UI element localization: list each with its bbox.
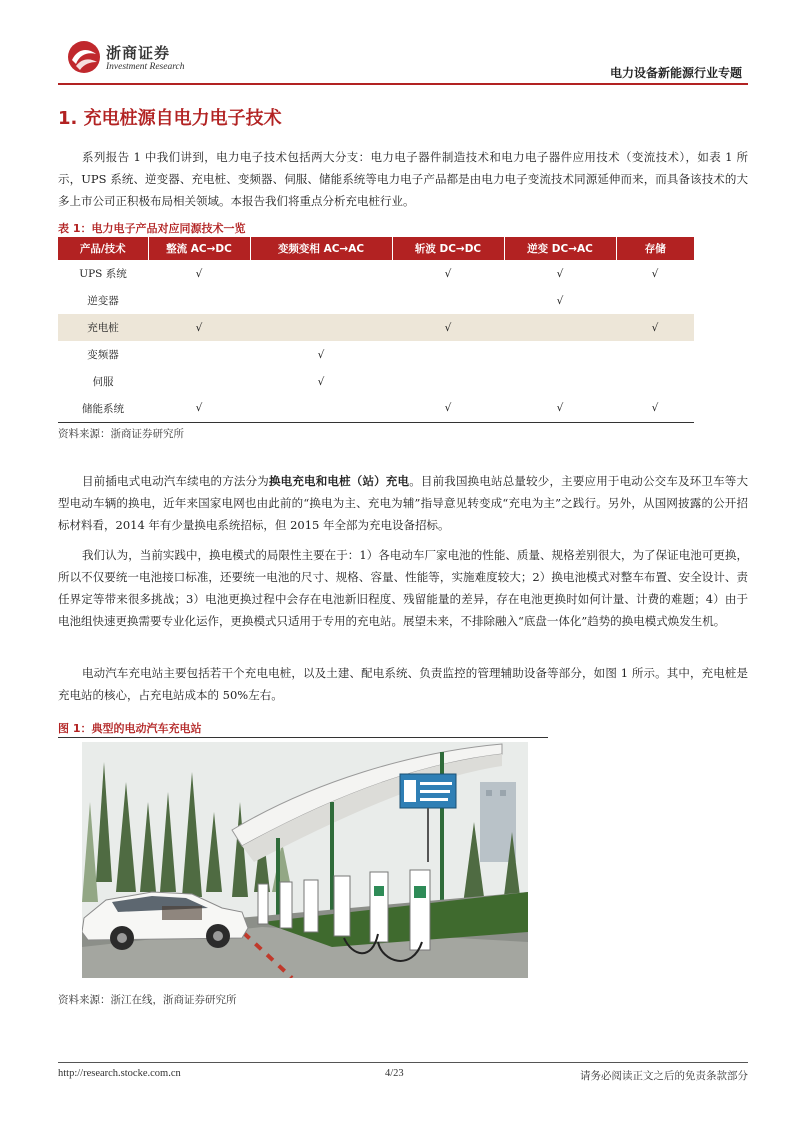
table-cell: √ xyxy=(556,267,564,280)
table-cell: √ xyxy=(651,267,659,280)
table-cell xyxy=(148,341,250,368)
paragraph-intro: 系列报告 1 中我们讲到，电力电子技术包括两大分支：电力电子器件制造技术和电力电子器件应用技术（变流技术），如表 1 所示，UPS 系统、逆变器、充电桩、变频器、伺服、储能系统等电力电子产品都是由电力电子变流技术同源延伸而来，而具备该技术的大多上市公司正积极布局相关领域。本报告我们将重点分析充电桩行业。 xyxy=(58,150,748,208)
footer-url[interactable]: http://research.stocke.com.cn xyxy=(58,1068,181,1079)
header-divider xyxy=(58,83,748,85)
table-cell xyxy=(250,260,392,287)
figure-source: 资料来源：浙江在线，浙商证券研究所 xyxy=(58,994,237,1006)
table-cell: √ xyxy=(148,314,250,341)
table-header-cell: 斩波 DC→DC xyxy=(392,237,504,260)
logo-icon xyxy=(66,40,102,74)
paragraph-charging-station: 电动汽车充电站主要包括若干个充电电桩，以及土建、配电系统、负责监控的管理辅助设备等部分，如图 1 所示。其中，充电桩是充电站的核心，占充电站成本的 50%左右。 xyxy=(58,666,748,702)
table-cell: √ xyxy=(392,314,504,341)
table-cell xyxy=(392,287,504,314)
paragraph-battery-swap-limits: 我们认为，当前实践中，换电模式的局限性主要在于：1）各电动车厂家电池的性能、质量、规格差别很大，为了保证电池可更换，所以不仅要统一电池接口标准，还要统一电池的尺寸、规格、容量、性能等，实施难度较大；2）换电池模式对整车布置、安全设计、责任界定等带来很多挑战；3）电池更换过程中会存在电池新旧程度、残留能量的差异，存在电池更换时如何计量、计费的难题；4）由于电池组快速更换需要专业化运作，更换模式只适用于专用的充电站。展望未来，不排除融入“底盘一体化”趋势的换电模式焕发生机。 xyxy=(58,548,748,628)
table-cell xyxy=(616,368,694,395)
table-cell: √ xyxy=(444,267,452,280)
table-cell xyxy=(148,368,250,395)
table-header-cell: 整流 AC→DC xyxy=(148,237,250,260)
table-header-cell: 产品/技术 xyxy=(58,237,148,260)
table-cell: √ xyxy=(148,395,250,422)
table-row xyxy=(58,395,694,422)
logo-text: 浙商证券 xyxy=(106,44,171,62)
figure-caption-rule xyxy=(58,737,548,738)
table-header-cell: 存储 xyxy=(616,237,694,260)
table-cell: 伺服 xyxy=(92,376,114,388)
page-header xyxy=(58,40,748,92)
table-cell xyxy=(504,314,616,341)
table-cell xyxy=(616,287,694,314)
table-source: 资料来源：浙商证券研究所 xyxy=(58,428,184,440)
table-cell: √ xyxy=(317,348,325,361)
paragraph-text: 目前插电式电动汽车续电的方法分为 xyxy=(82,474,269,488)
table-cell: 储能系统 xyxy=(58,395,148,422)
logo-subtext: Investment Research xyxy=(106,62,185,72)
table-cell xyxy=(616,341,694,368)
paragraph-emphasis: 换电充电和电桩（站）充电 xyxy=(269,474,410,488)
paragraph-charging-methods xyxy=(58,470,748,536)
table-header-row xyxy=(58,237,694,260)
table-cell: √ xyxy=(616,314,694,341)
table-cell: √ xyxy=(195,267,203,280)
table-row xyxy=(58,314,694,341)
figure-caption: 图 1：典型的电动汽车充电站 xyxy=(58,722,202,735)
table-header-cell: 变频变相 AC→AC xyxy=(250,237,392,260)
table-header-cell: 逆变 DC→AC xyxy=(504,237,616,260)
table-caption: 表 1：电力电子产品对应同源技术一览 xyxy=(58,222,246,235)
footer-divider xyxy=(58,1062,748,1063)
footer-disclaimer: 请务必阅读正文之后的免责条款部分 xyxy=(580,1070,748,1082)
table-cell xyxy=(392,341,504,368)
report-category: 电力设备新能源行业专题 xyxy=(609,66,742,80)
page-number: 4/23 xyxy=(385,1068,404,1079)
table-cell: √ xyxy=(556,294,564,307)
table-cell xyxy=(148,287,250,314)
table-cell: √ xyxy=(504,395,616,422)
table-cell: 逆变器 xyxy=(87,295,119,307)
section-title: 1. 充电桩源自电力电子技术 xyxy=(58,108,282,129)
table-row xyxy=(58,260,694,287)
charging-station-illustration xyxy=(82,742,528,978)
table-cell xyxy=(504,341,616,368)
table-cell xyxy=(250,314,392,341)
table-cell xyxy=(504,368,616,395)
charging-station-photo xyxy=(82,742,528,978)
table-row xyxy=(58,368,694,395)
table-cell: 变频器 xyxy=(87,349,119,361)
table-cell: 充电桩 xyxy=(58,314,148,341)
technology-table xyxy=(58,237,694,423)
table-cell xyxy=(250,287,392,314)
table-cell: √ xyxy=(317,375,325,388)
table-row xyxy=(58,287,694,314)
table-cell: UPS 系统 xyxy=(79,268,127,280)
table-row xyxy=(58,341,694,368)
table-cell xyxy=(392,368,504,395)
table-cell: √ xyxy=(392,395,504,422)
table-cell xyxy=(250,395,392,422)
table-cell: √ xyxy=(616,395,694,422)
paragraph-text: 。目前我国换电站总量较少，主要应用于电动公交车及环卫车等大型电动车辆的换电，近年来国家电网也由此前的“换电为主、充电为辅”指导意见转变成“充电为主”之践行。另外，从国网披露的公开招标材料看，2014 年有少量换电系统招标，但 2015 年全部为充电设备招标。 xyxy=(58,474,748,532)
